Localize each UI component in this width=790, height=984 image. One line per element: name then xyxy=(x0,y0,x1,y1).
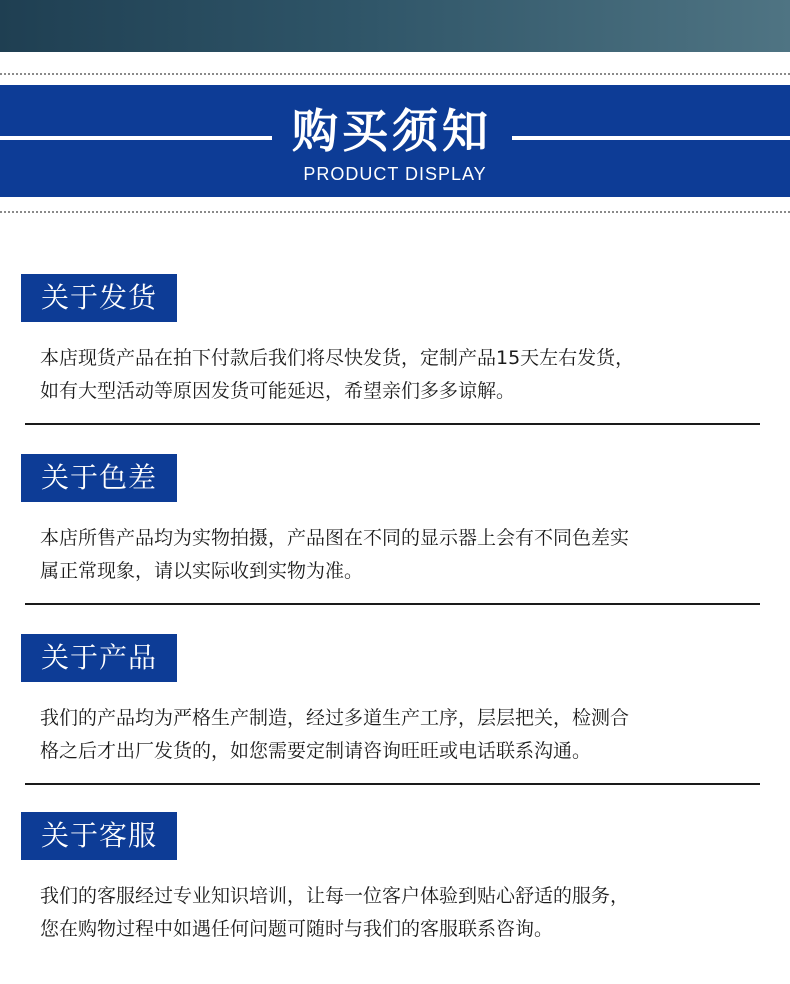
dotted-divider-top xyxy=(0,73,790,75)
section-divider xyxy=(25,783,760,785)
banner-line-right xyxy=(512,136,790,140)
section-heading: 关于客服 xyxy=(21,812,177,860)
section-line: 格之后才出厂发货的，如您需要定制请咨询旺旺或电话联系沟通。 xyxy=(40,740,592,762)
dotted-divider-bottom xyxy=(0,211,790,213)
section-heading: 关于发货 xyxy=(21,274,177,322)
section-body xyxy=(40,522,760,588)
purchase-notice-banner xyxy=(0,85,790,197)
section-body xyxy=(40,880,760,946)
section-heading: 关于色差 xyxy=(21,454,177,502)
section-divider xyxy=(25,603,760,605)
banner-subtitle: PRODUCT DISPLAY xyxy=(303,164,487,184)
section-line: 我们的客服经过专业知识培训，让每一位客户体验到贴心舒适的服务， xyxy=(40,885,630,907)
section-line: 您在购物过程中如遇任何问题可随时与我们的客服联系咨询。 xyxy=(40,918,554,940)
section-line: 我们的产品均为严格生产制造，经过多道生产工序，层层把关，检测合 xyxy=(40,707,630,729)
section-body xyxy=(40,342,760,408)
banner-title: 购买须知 xyxy=(292,104,492,158)
section-line: 本店现货产品在拍下付款后我们将尽快发货，定制产品15天左右发货， xyxy=(40,347,635,369)
banner-line-left xyxy=(0,136,272,140)
section-line: 本店所售产品均为实物拍摄，产品图在不同的显示器上会有不同色差实 xyxy=(40,527,630,549)
section-line: 如有大型活动等原因发货可能延迟，希望亲们多多谅解。 xyxy=(40,380,516,402)
top-header-strip xyxy=(0,0,790,52)
section-body xyxy=(40,702,760,768)
section-heading: 关于产品 xyxy=(21,634,177,682)
section-line: 属正常现象，请以实际收到实物为准。 xyxy=(40,560,364,582)
section-divider xyxy=(25,423,760,425)
